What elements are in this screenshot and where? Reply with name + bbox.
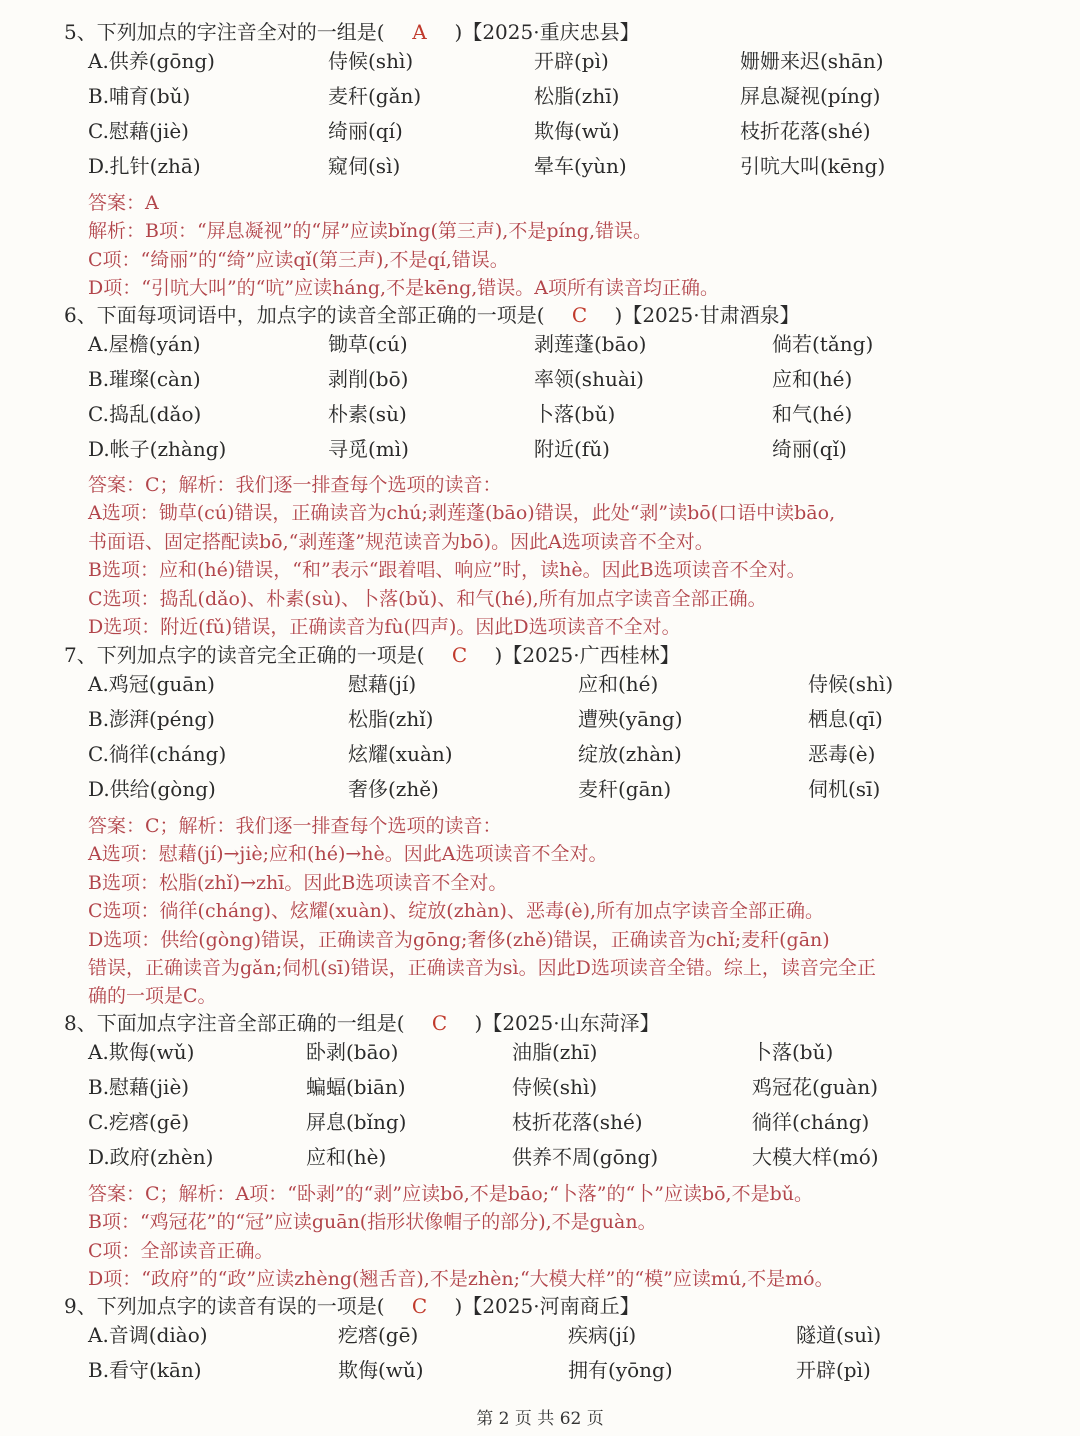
page-footer: 第 2 页 共 62 页 xyxy=(476,1409,604,1429)
option-item: 侍候(shì) xyxy=(328,49,414,73)
option-item: 欺侮(wǔ) xyxy=(338,1358,424,1382)
option-item: 倘若(tǎng) xyxy=(772,332,874,356)
option-item: 绮丽(qǐ) xyxy=(772,437,847,461)
question-text: 6、下面每项词语中，加点字的读音全部正确的一项是( xyxy=(64,303,545,327)
option-item: 开辟(pì) xyxy=(534,49,609,73)
option-item: 和气(hé) xyxy=(772,402,853,426)
option-item: 麦秆(gān) xyxy=(578,777,672,801)
option-item: 拥有(yōng) xyxy=(568,1358,673,1382)
explanation-line: 错误，正确读音为gǎn;伺机(sī)错误，正确读音为sì。因此D选项读音全错。综上，读音完全正 xyxy=(88,957,876,979)
explanation-line: 答案：A xyxy=(88,192,159,214)
option-item: 剥莲蓬(bāo) xyxy=(534,332,647,356)
option-item: 侍候(shì) xyxy=(512,1075,598,1099)
option-item: 奢侈(zhě) xyxy=(348,777,439,801)
option-item: 绮丽(qí) xyxy=(328,119,403,143)
option-item: D.供给(gòng) xyxy=(88,777,216,801)
option-item: 疙瘩(gē) xyxy=(338,1323,419,1347)
explanation-line: D选项：供给(gòng)错误，正确读音为gōng;奢侈(zhě)错误，正确读音为chǐ;麦秆(gān) xyxy=(88,928,830,951)
option-item: 开辟(pì) xyxy=(796,1358,871,1382)
explanation-line: D项：“引吭大叫”的“吭”应读háng,不是kēng,错误。A项所有读音均正确。 xyxy=(88,277,720,300)
option-item: D.帐子(zhàng) xyxy=(88,437,227,461)
explanation-line: A选项：锄草(cú)错误，正确读音为chú;剥莲蓬(bāo)错误，此处“剥”读bō(口语中读bāo, xyxy=(88,502,836,525)
question-source: )【2025·河南商丘】 xyxy=(454,1294,640,1318)
option-item: 卜落(bǔ) xyxy=(752,1040,834,1064)
question-source: )【2025·甘肃酒泉】 xyxy=(614,303,800,327)
option-item: 供养不周(gōng) xyxy=(512,1145,659,1169)
explanation-line: C项：全部读音正确。 xyxy=(88,1239,274,1262)
explanation-line: 解析：B项：“屏息凝视”的“屏”应读bǐng(第三声),不是píng,错误。 xyxy=(88,220,652,243)
option-item: C.捣乱(dǎo) xyxy=(88,402,202,426)
option-item: 率领(shuài) xyxy=(534,367,644,391)
option-item: 隧道(suì) xyxy=(796,1323,882,1347)
option-item: 应和(hè) xyxy=(306,1145,387,1169)
answer-letter: C xyxy=(451,643,468,667)
option-item: 卜落(bǔ) xyxy=(534,402,616,426)
question-stem xyxy=(64,641,680,669)
question-source: )【2025·山东菏泽】 xyxy=(474,1011,660,1035)
option-item: A.音调(diào) xyxy=(88,1323,208,1347)
option-item: 应和(hé) xyxy=(578,672,659,696)
option-item: 蝙蝠(biān) xyxy=(306,1075,406,1099)
explanation-line: 确的一项是C。 xyxy=(88,985,217,1008)
option-item: 枝折花落(shé) xyxy=(512,1110,643,1134)
option-item: 恶毒(è) xyxy=(808,742,876,766)
option-item: 窥伺(sì) xyxy=(328,154,401,178)
option-item: 鸡冠花(guàn) xyxy=(752,1075,879,1099)
option-item: 炫耀(xuàn) xyxy=(348,742,453,766)
answer-letter: A xyxy=(412,20,427,44)
option-item: 疾病(jí) xyxy=(568,1323,637,1347)
option-item: A.欺侮(wǔ) xyxy=(88,1040,195,1064)
explanation-line: B项：“鸡冠花”的“冠”应读guān(指形状像帽子的部分),不是guàn。 xyxy=(88,1211,657,1234)
question-stem xyxy=(64,1009,660,1037)
option-item: 侍候(shì) xyxy=(808,672,894,696)
option-item: 枝折花落(shé) xyxy=(740,119,871,143)
option-item: 姗姗来迟(shān) xyxy=(740,49,884,73)
option-item: A.鸡冠(guān) xyxy=(88,672,215,696)
option-item: 徜徉(cháng) xyxy=(752,1110,870,1134)
option-item: 晕车(yùn) xyxy=(534,154,627,178)
option-item: 遭殃(yāng) xyxy=(578,707,683,731)
explanation-line: B选项：松脂(zhǐ)→zhī。因此B选项读音不全对。 xyxy=(88,871,508,894)
option-item: 锄草(cú) xyxy=(328,332,408,356)
option-item: 应和(hé) xyxy=(772,367,853,391)
explanation-line: C选项：徜徉(cháng)、炫耀(xuàn)、绽放(zhàn)、恶毒(è),所有加点字读音全部正确。 xyxy=(88,900,825,923)
option-item: 引吭大叫(kēng) xyxy=(740,154,886,178)
answer-letter: C xyxy=(431,1011,448,1035)
option-item: 伺机(sī) xyxy=(808,777,881,801)
option-item: 大模大样(mó) xyxy=(752,1145,879,1169)
option-item: 屏息(bǐng) xyxy=(306,1110,407,1134)
option-item: 剥削(bō) xyxy=(328,367,409,391)
option-item: D.扎针(zhā) xyxy=(88,154,201,178)
explanation-line: B选项：应和(hé)错误，“和”表示“跟着唱、响应”时，读hè。因此B选项读音不全对。 xyxy=(88,559,806,582)
option-item: B.璀璨(càn) xyxy=(88,367,201,391)
question-text: 9、下列加点字的读音有误的一项是( xyxy=(64,1294,385,1318)
question-stem xyxy=(64,1292,640,1320)
explanation-line: 书面语、固定搭配读bō,“剥莲蓬”规范读音为bō)。因此A选项读音不全对。 xyxy=(88,530,714,553)
option-item: B.慰藉(jiè) xyxy=(88,1075,190,1099)
option-item: 卧剥(bāo) xyxy=(306,1040,399,1064)
question-text: 8、下面加点字注音全部正确的一组是( xyxy=(64,1011,405,1035)
option-item: D.政府(zhèn) xyxy=(88,1145,214,1169)
option-item: 欺侮(wǔ) xyxy=(534,119,620,143)
option-item: B.哺育(bǔ) xyxy=(88,84,191,108)
question-source: )【2025·广西桂林】 xyxy=(494,643,680,667)
option-item: 附近(fǔ) xyxy=(534,437,610,461)
option-item: 松脂(zhǐ) xyxy=(348,707,434,731)
answer-letter: C xyxy=(411,1294,428,1318)
option-item: C.疙瘩(gē) xyxy=(88,1110,190,1134)
option-item: C.慰藉(jiè) xyxy=(88,119,189,143)
option-item: A.屋檐(yán) xyxy=(88,332,201,356)
question-stem xyxy=(64,301,800,329)
option-item: 慰藉(jí) xyxy=(348,672,417,696)
question-text: 5、下列加点的字注音全对的一组是( xyxy=(64,20,385,44)
option-item: 栖息(qī) xyxy=(808,707,883,731)
option-item: 绽放(zhàn) xyxy=(578,742,682,766)
option-item: 朴素(sù) xyxy=(328,402,407,426)
explanation-line: 答案：C；解析：A项：“卧剥”的“剥”应读bō,不是bāo;“卜落”的“卜”应读bō,不是bǔ。 xyxy=(88,1183,813,1205)
explanation-line: 答案：C；解析：我们逐一排查每个选项的读音： xyxy=(88,474,502,496)
option-item: 松脂(zhī) xyxy=(534,84,620,108)
explanation-line: D选项：附近(fǔ)错误，正确读音为fù(四声)。因此D选项读音不全对。 xyxy=(88,616,681,638)
question-source: )【2025·重庆忠县】 xyxy=(454,20,640,44)
answer-letter: C xyxy=(571,303,588,327)
option-item: B.澎湃(péng) xyxy=(88,707,215,731)
explanation-line: C选项：捣乱(dǎo)、朴素(sù)、卜落(bǔ)、和气(hé),所有加点字读音全部正确。 xyxy=(88,587,767,610)
option-item: 麦秆(gǎn) xyxy=(328,84,422,108)
option-item: C.徜徉(cháng) xyxy=(88,742,227,766)
option-item: 寻觅(mì) xyxy=(328,437,409,461)
explanation-line: 答案：C；解析：我们逐一排查每个选项的读音： xyxy=(88,815,502,837)
question-text: 7、下列加点字的读音完全正确的一项是( xyxy=(64,643,425,667)
option-item: 油脂(zhī) xyxy=(512,1040,598,1064)
option-item: B.看守(kān) xyxy=(88,1358,202,1382)
explanation-line: A选项：慰藉(jí)→jiè;应和(hé)→hè。因此A选项读音不全对。 xyxy=(88,843,608,866)
question-stem xyxy=(64,18,640,46)
option-item: A.供养(gōng) xyxy=(88,49,215,73)
explanation-line: C项：“绮丽”的“绮”应读qǐ(第三声),不是qí,错误。 xyxy=(88,248,509,271)
explanation-line: D项：“政府”的“政”应读zhèng(翘舌音),不是zhèn;“大模大样”的“模”应读mú,不是mó。 xyxy=(88,1268,834,1291)
option-item: 屏息凝视(píng) xyxy=(740,84,881,108)
